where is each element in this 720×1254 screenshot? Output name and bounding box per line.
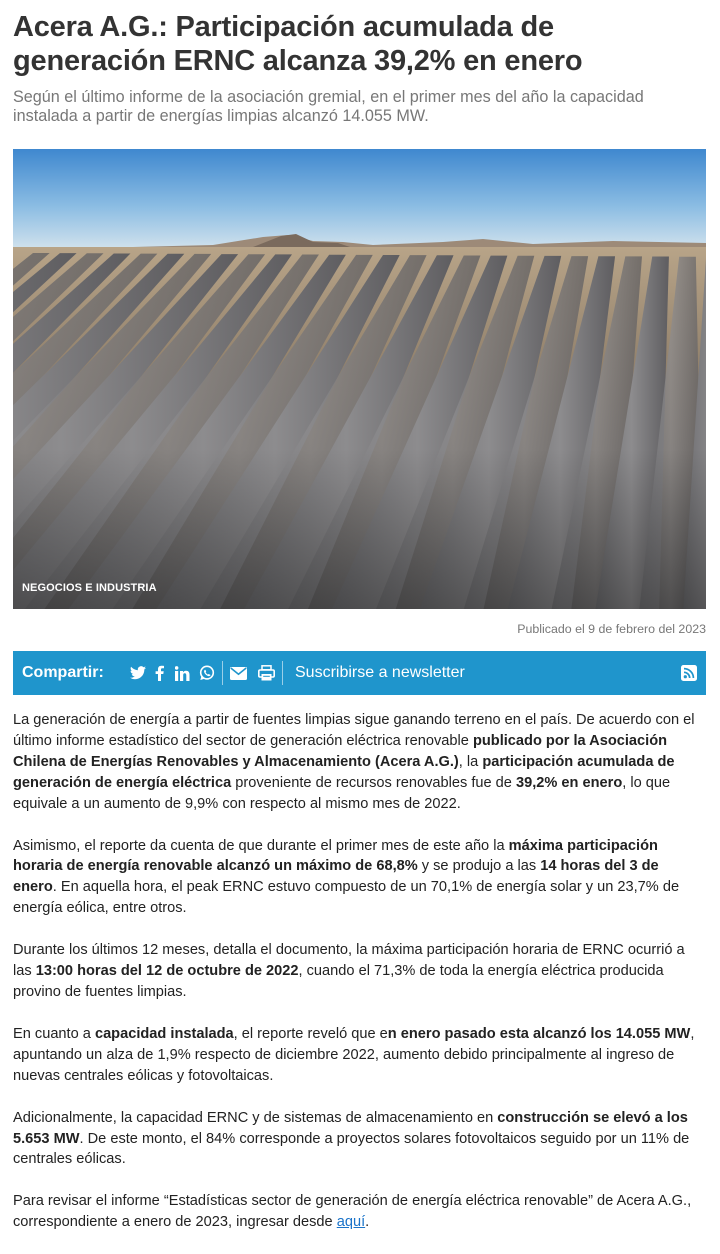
article-subtitle: Según el último informe de la asociación gremial, en el primer mes del año la capacidad instalada a partir de energías limpias alcanzó 14.055 MW. (13, 88, 644, 125)
print-icon[interactable] (258, 665, 275, 681)
article-body (13, 710, 703, 1254)
rss-icon[interactable] (681, 665, 697, 681)
share-divider (282, 661, 283, 685)
facebook-icon[interactable] (155, 665, 164, 681)
linkedin-icon[interactable] (175, 666, 190, 681)
paragraph-2: Asimismo, el reporte da cuenta de que durante el primer mes de este año la máxima participación horaria de energía renovable alcanzó un máximo de 68,8% y se produjo a las 14 horas del 3 de enero. En aquella hora, el peak ERNC estuvo compuesto de un 70,1% de energía solar y un 23,7% de energía eólica, entre otros. (13, 837, 680, 917)
twitter-icon[interactable] (130, 666, 146, 680)
paragraph-5: Adicionalmente, la capacidad ERNC y de sistemas de almacenamiento en construcción se elevó a los 5.653 MW. De este monto, el 84% corresponde a proyectos solares fotovoltaicos seguido por un 11% de centrales eólicas. (13, 1109, 690, 1168)
share-divider (222, 661, 223, 685)
paragraph-3: Durante los últimos 12 meses, detalla el documento, la máxima participación horaria de ERNC ocurrió a las 13:00 horas del 12 de octubre de 2022, cuando el 71,3% de toda la energía eléctrica producida provino de fuentes limpias. (13, 942, 685, 1000)
newsletter-subscribe-link[interactable]: Suscribirse a newsletter (295, 664, 465, 681)
hero-image (13, 149, 706, 609)
image-category-label: NEGOCIOS E INDUSTRIA (22, 582, 157, 594)
report-link[interactable]: aquí (336, 1214, 366, 1231)
publish-date: Publicado el 9 de febrero del 2023 (517, 622, 706, 636)
solar-farm-photo (13, 149, 706, 609)
whatsapp-icon[interactable] (199, 665, 215, 681)
article-title: Acera A.G.: Participación acumulada de generación ERNC alcanza 39,2% en enero (13, 11, 583, 77)
paragraph-6: Para revisar el informe “Estadísticas sector de generación de energía eléctrica renovable” de Acera A.G., correspondiente a enero de 2023, ingresar desde aquí. (13, 1193, 692, 1231)
paragraph-4: En cuanto a capacidad instalada, el reporte reveló que en enero pasado esta alcanzó los 14.055 MW, apuntando un alza de 1,9% respecto de diciembre 2022, aumento debido principalmente al ingreso de nuevas centrales eólicas y fotovoltaicas. (13, 1025, 695, 1084)
share-label: Compartir: (22, 664, 104, 681)
paragraph-1: La generación de energía a partir de fuentes limpias sigue ganando terreno en el país. De acuerdo con el último informe estadístico del sector de generación eléctrica renovable publicado por la Asociación Chilena de Energías Renovables y Almacenamiento (Acera A.G.), la participación acumulada de generación de energía eléctrica proveniente de recursos renovables fue de 39,2% en enero, lo que equivale a un aumento de 9,9% con respecto al mismo mes de 2022. (13, 712, 695, 812)
share-bar (13, 651, 706, 695)
email-icon[interactable] (230, 667, 247, 680)
